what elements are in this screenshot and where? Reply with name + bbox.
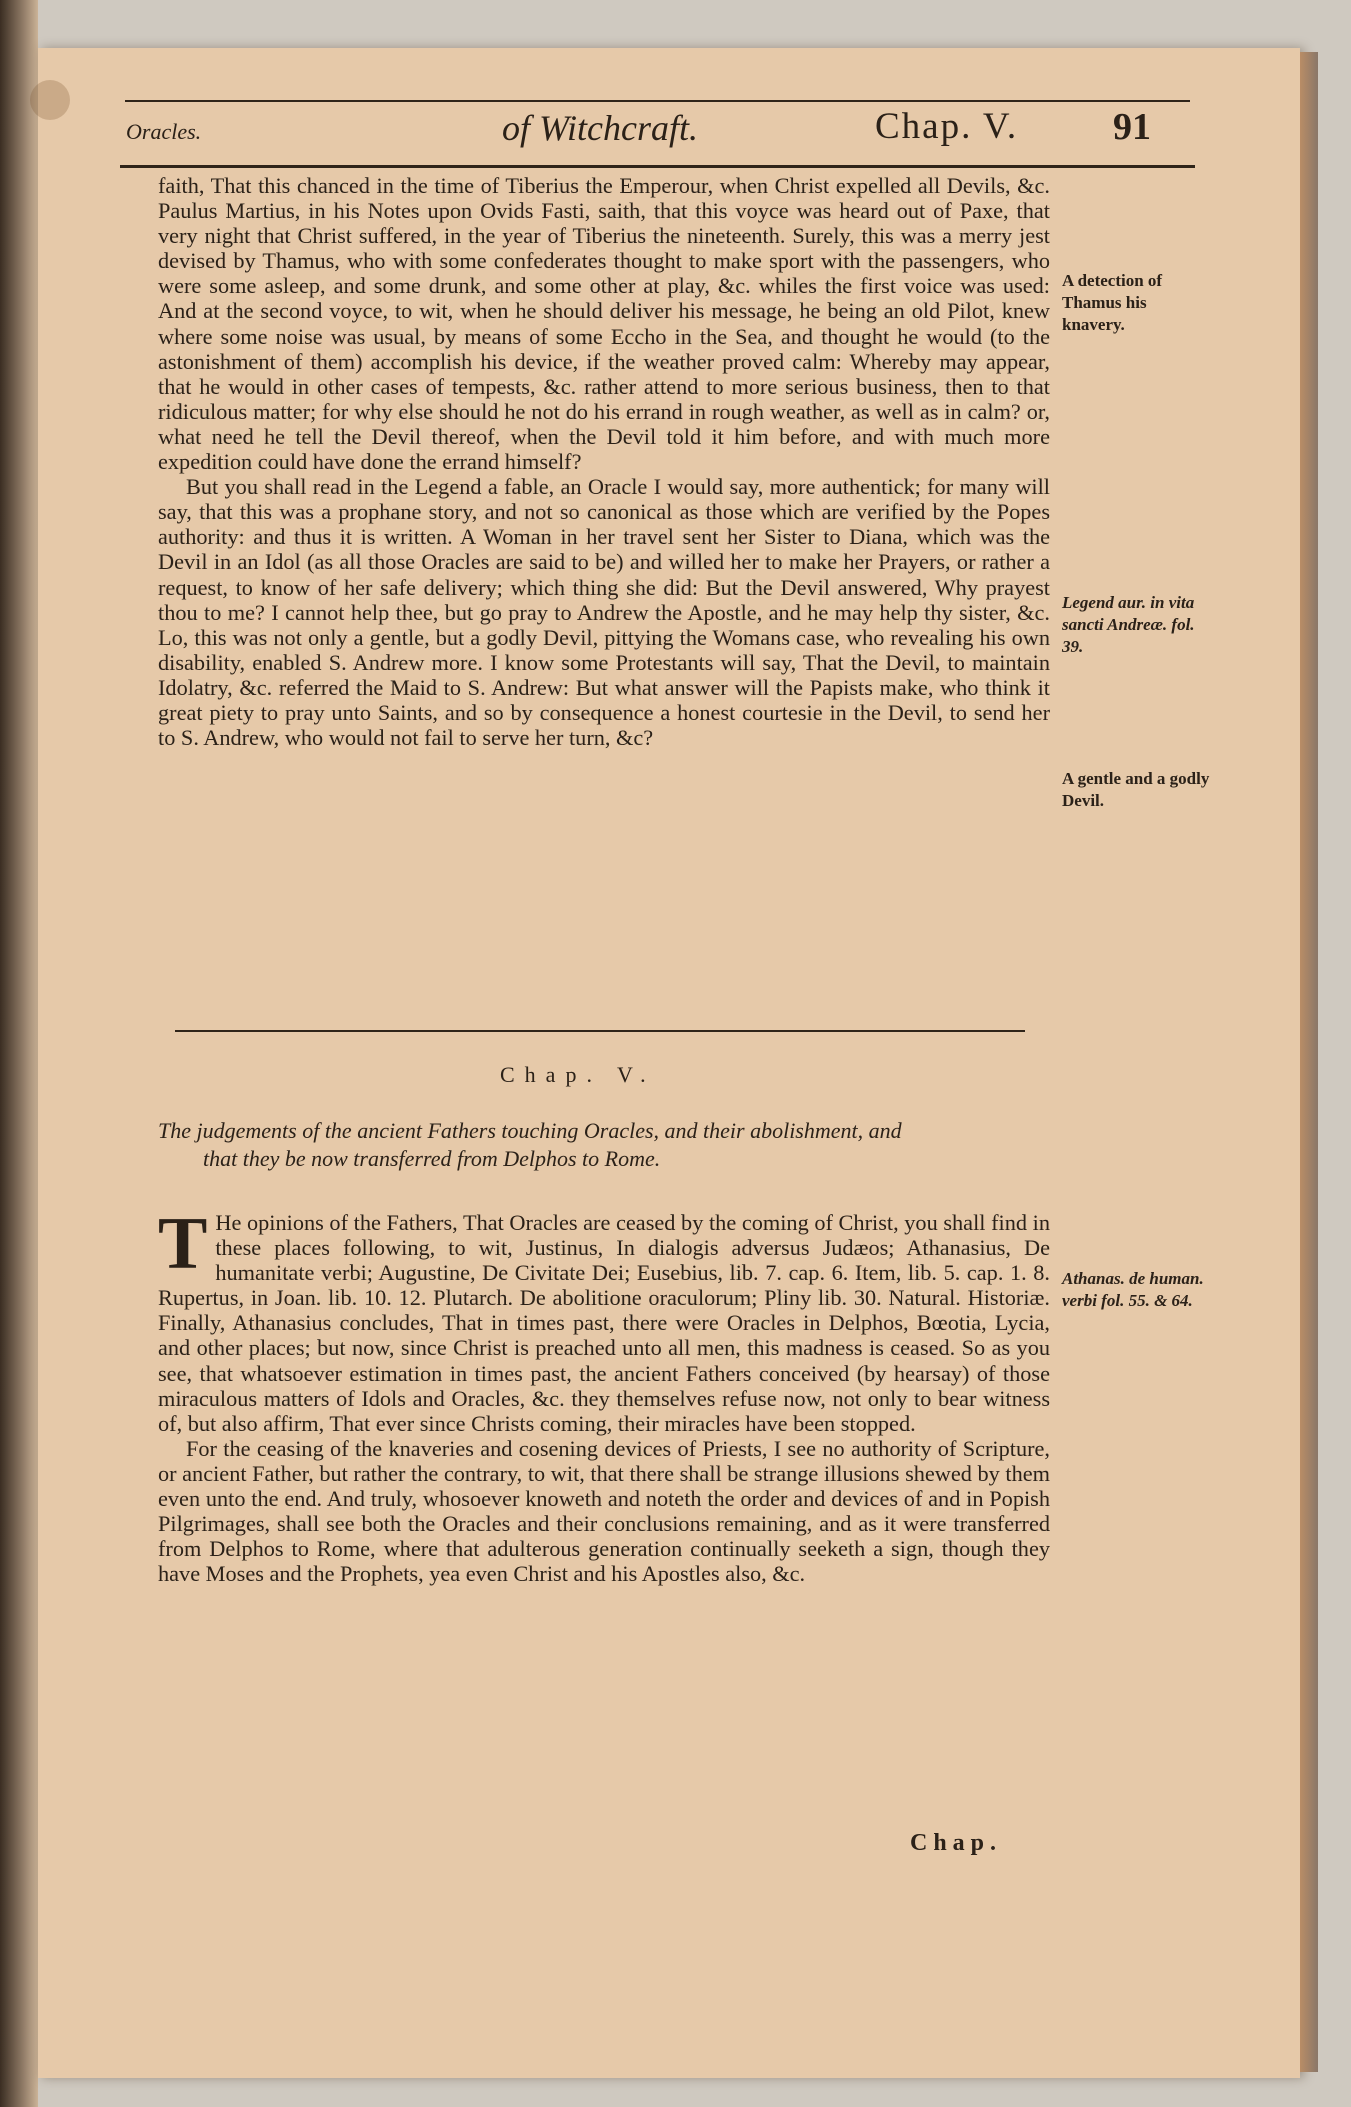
book-gutter <box>0 0 38 2107</box>
paragraph-2: But you shall read in the Legend a fable, an Oracle I would say, more authentick; for many will say, that this was a prophane story, and not so canonical as those which are verified by the Popes authority: and thus it is written. A Woman in her travel sent her Sister to Diana, which was the Devil in an Idol (as all those Oracles are said to be) and willed her to make her Prayers, or rather a request, to know of her safe delivery; which thing she did: But the Devil answered, Why prayest thou to me? I cannot help thee, but go pray to Andrew the Apostle, and he may help thy sister, &c. Lo, this was not only a gentle, but a godly Devil, pittying the Womans case, who revealing his own disability, enabled S. Andrew more. I know some Protestants will say, That the Devil, to maintain Idolatry, &c. referred the Maid to S. Andrew: But what answer will the Papists make, who think it great piety to pray unto Saints, and so by consequence a honest courtesie in the Devil, to send her to S. Andrew, who would not fail to serve her turn, &c? <box>158 474 1050 751</box>
header-left: Oracles. <box>126 119 202 144</box>
catchword: Chap. <box>910 1830 1003 1856</box>
section-2-text <box>158 1203 1050 1587</box>
margin-note-thamus: A detection of Thamus his knavery. <box>1062 271 1163 334</box>
page-number: 91 <box>1113 106 1151 148</box>
chapter-summary <box>158 1117 1050 1173</box>
margin-note-gentle-devil: A gentle and a godly Devil. <box>1062 769 1210 810</box>
section-1-text <box>158 173 1050 750</box>
section-divider <box>175 1030 1025 1032</box>
page-edge <box>1300 52 1318 2072</box>
running-header <box>120 105 1195 165</box>
paragraph-3 <box>158 1203 1050 1436</box>
header-chapter: Chap. V. <box>875 106 1019 147</box>
top-rule <box>125 100 1190 102</box>
summary-line-1: The judgements of the ancient Fathers touching Oracles, and their abolishment, and <box>158 1118 902 1143</box>
margin-note-legend: Legend aur. in vita sancti Andreæ. fol. 39. <box>1062 593 1195 656</box>
chapter-title: Chap. V. <box>500 1062 656 1087</box>
paragraph-3-text: He opinions of the Fathers, That Oracles are ceased by the coming of Christ, you shall find in these places following, to wit, Justinus, In dialogis adversus Judæos; Athanasius, De humanitate verbi; Augustine, De Civitate Dei; Eusebius, lib. 7. cap. 6. Item, lib. 5. cap. 1. 8. Rupertus, in Joan. lib. 10. 12. Plutarch. De abolitione oraculorum; Pliny lib. 30. Natural. Historiæ. Finally, Athanasius concludes, That in times past, there were Oracles in Delphos, Bœotia, Lycia, and other places; but now, since Christ is preached unto all men, this madness is ceased. So as you see, that whatsoever estimation in times past, the ancient Fathers conceived (by hearsay) of those miraculous matters of Idols and Oracles, &c. they themselves refuse now, not only to bear witness of, but also affirm, That ever since Christs coming, their miracles have been stopped. <box>158 1210 1050 1436</box>
header-rule <box>120 165 1195 168</box>
paragraph-4: For the ceasing of the knaveries and cosening devices of Priests, I see no authority of Scripture, or ancient Father, but rather the contrary, to wit, that there shall be strange illusions shewed by them even unto the end. And truly, whosoever knoweth and noteth the order and devices of and in Popish Pilgrimages, shall see both the Oracles and their conclusions remaining, and as it were transferred from Delphos to Rome, where that adulterous generation continually seeketh a sign, though they have Moses and the Prophets, yea even Christ and his Apostles also, &c. <box>158 1435 1050 1587</box>
stain-mark <box>30 80 70 120</box>
header-title: of Witchcraft. <box>502 108 698 148</box>
summary-line-2: that they be now transferred from Delphos to Rome. <box>203 1146 661 1171</box>
paragraph-1: faith, That this chanced in the time of Tiberius the Emperour, when Christ expelled all Devils, &c. Paulus Martius, in his Notes upon Ovids Fasti, saith, that this voyce was heard out of Paxe, that very night that Christ suffered, in the year of Tiberius the nineteenth. Surely, this was a merry jest devised by Thamus, who with some confederates thought to make sport with the passengers, who were some asleep, and some drunk, and some other at play, &c. whiles the first voice was used: And at the second voyce, to wit, when he should deliver his message, he being an old Pilot, knew where some noise was usual, by means of some Eccho in the Sea, and thought he would (to the astonishment of them) accomplish his device, if the weather proved calm: Whereby may appear, that he would in other cases of tempests, &c. rather attend to more serious business, then to that ridiculous matter; for why else should he not do his errand in rough weather, as well as in calm? or, what need he tell the Devil thereof, when the Devil told it him before, and with much more expedition could have done the errand himself? <box>158 173 1050 475</box>
drop-cap: T <box>158 1203 208 1285</box>
margin-note-athanasius: Athanas. de human. verbi fol. 55. & 64. <box>1062 1269 1204 1310</box>
